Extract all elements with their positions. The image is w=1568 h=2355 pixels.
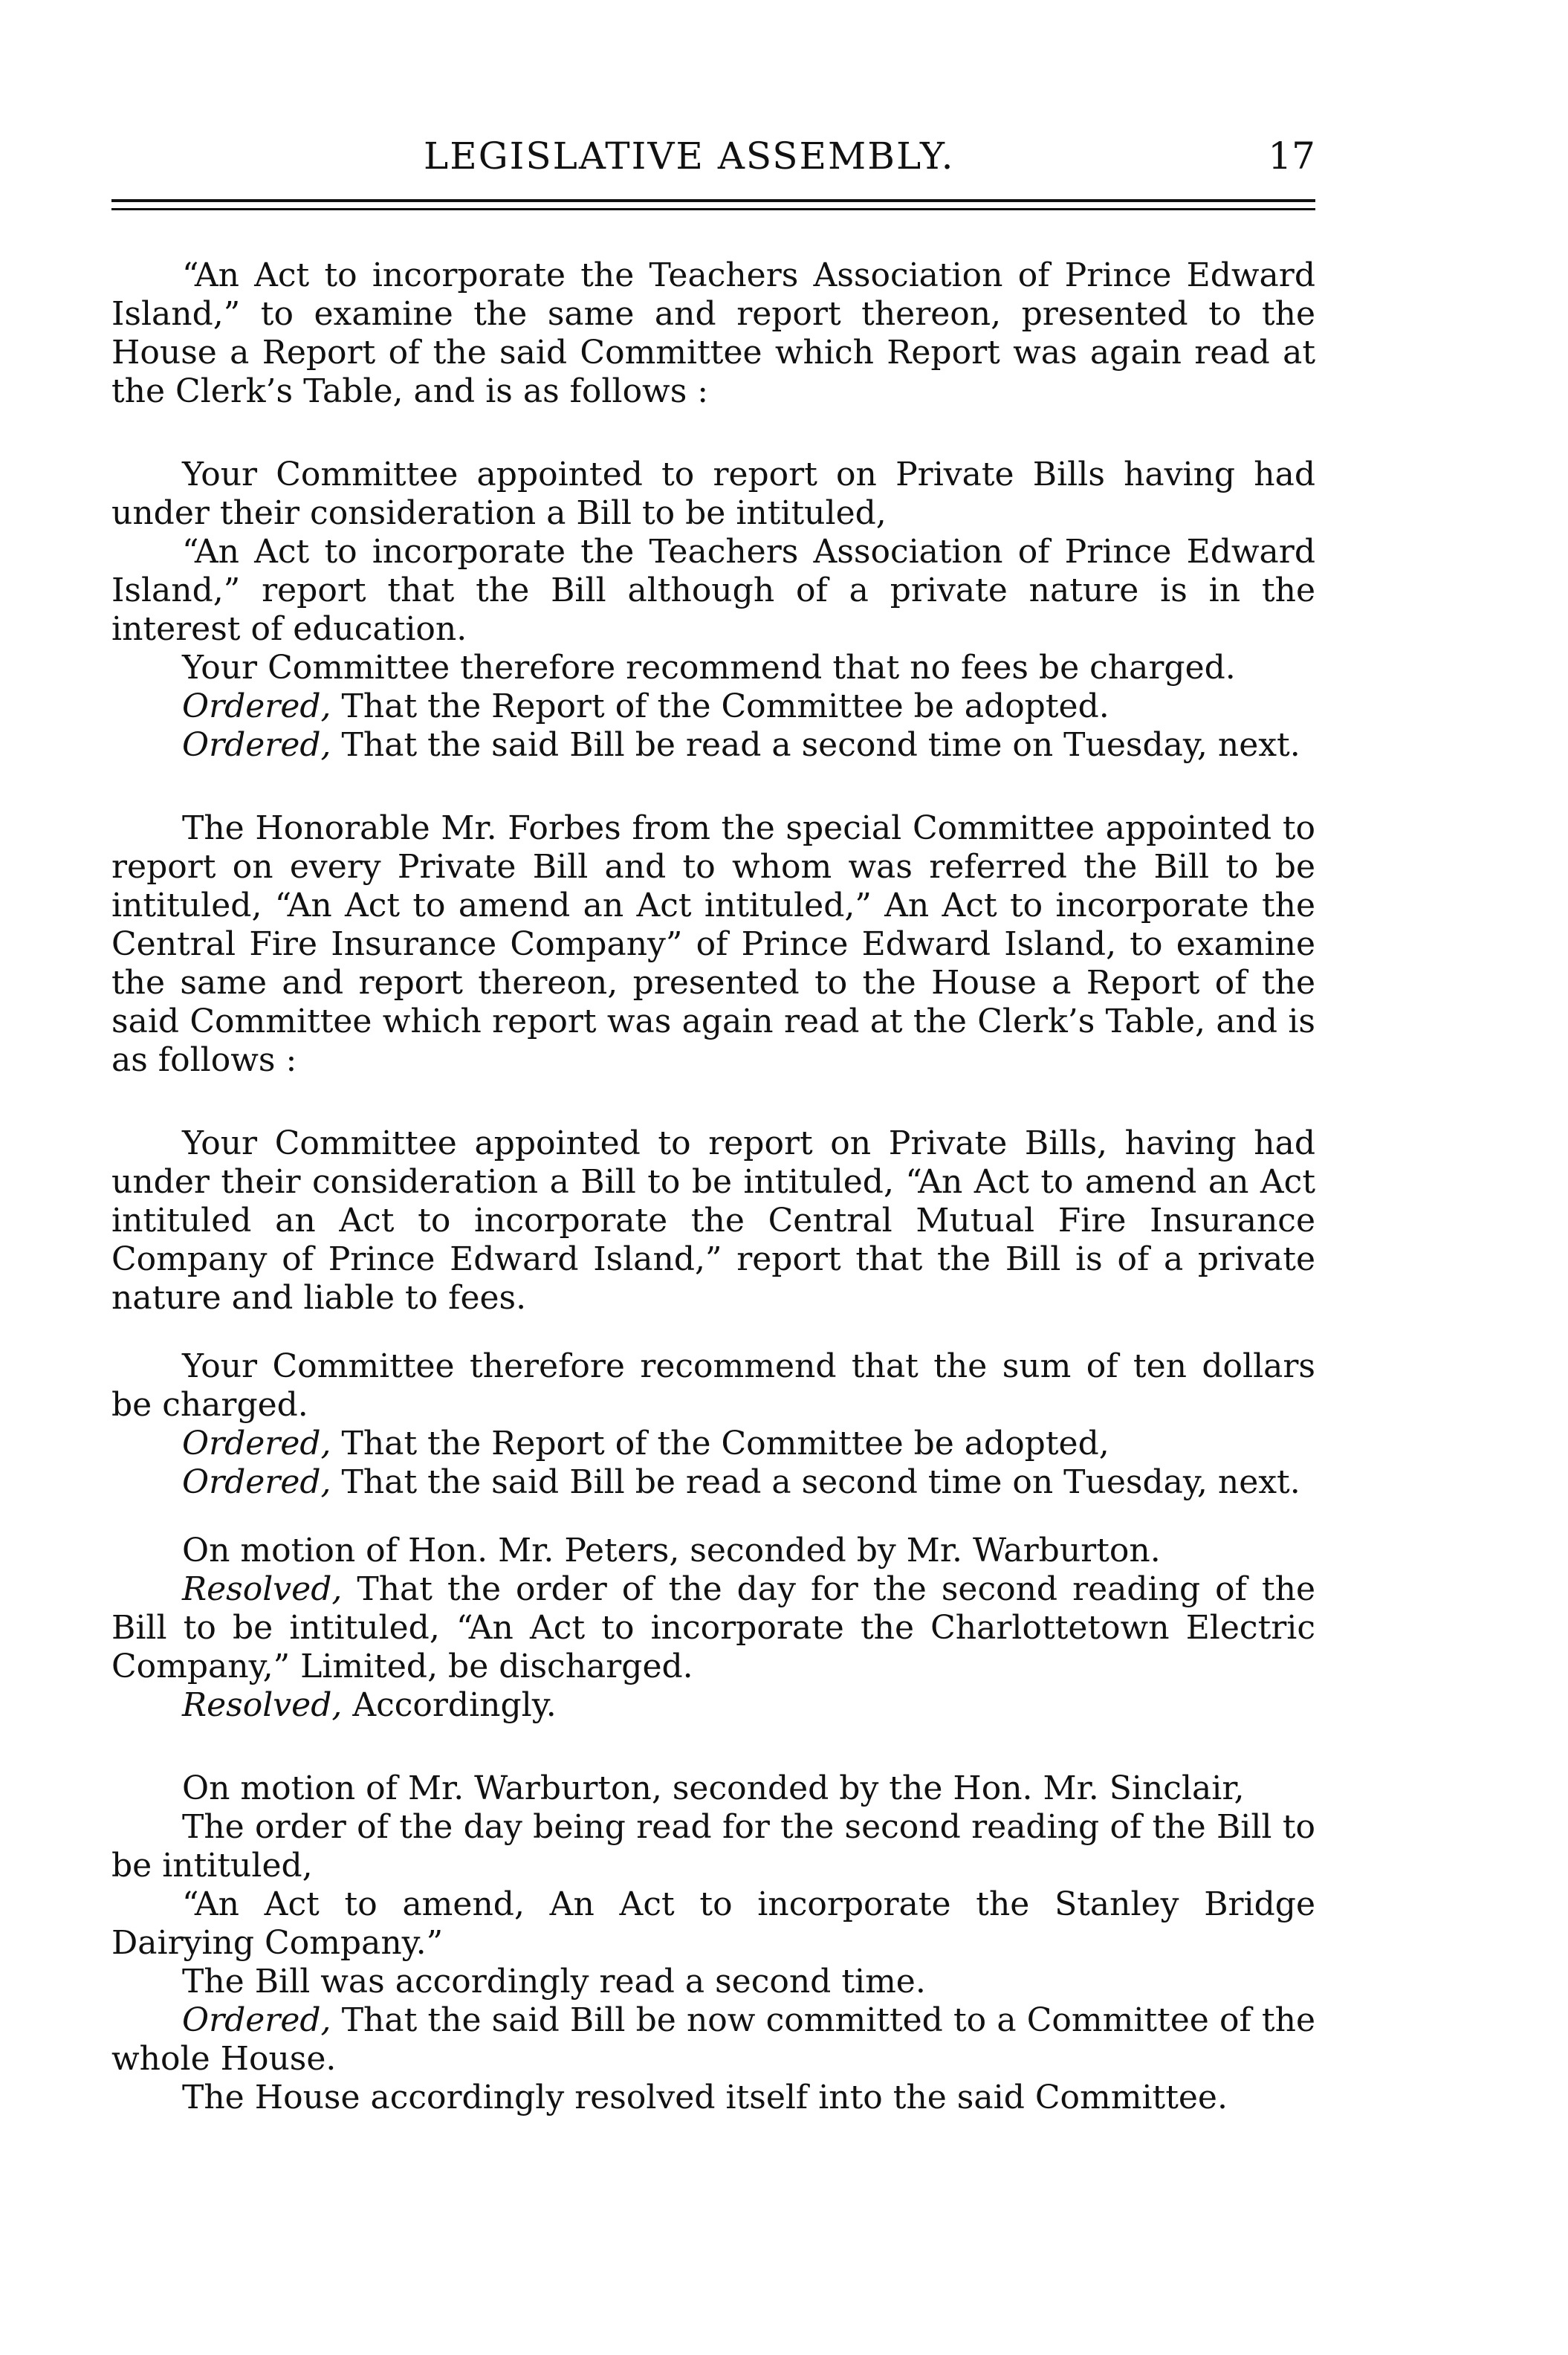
paragraph: Resolved, Accordingly. bbox=[182, 1686, 557, 1724]
paragraph: Ordered, That the said Bill be read a second time on Tuesday, next. bbox=[182, 1463, 1300, 1501]
header-rule-top bbox=[111, 199, 1315, 202]
paragraph: Ordered, That the Report of the Committee be adopted, bbox=[182, 1425, 1109, 1462]
paragraph: The Honorable Mr. Forbes from the special Committee appointed to report on every Private Bill and to whom was referred the Bill to be intituled, “An Act to amend an Act intituled,” An Act to incorporate the Central Fire Insurance Company” of Prince Edward Island, to examine the same and report thereon, presented to the House a Report of the said Committee which report was again read at the Clerk’s Table, and is as follows : bbox=[111, 809, 1315, 1079]
page-number: 17 bbox=[1268, 135, 1315, 178]
paragraph: The Bill was accordingly read a second time. bbox=[182, 1963, 926, 2001]
paragraph: On motion of Mr. Warburton, seconded by the Hon. Mr. Sinclair, bbox=[182, 1769, 1245, 1807]
paragraph: On motion of Hon. Mr. Peters, seconded by Mr. Warburton. bbox=[182, 1532, 1161, 1570]
paragraph: Your Committee appointed to report on Private Bills, having had under their consideration a Bill to be intituled, “An Act to amend an Act intituled an Act to incorporate the Central Mutual Fire Insurance Company of Prince Edward Island,” report that the Bill is of a private nature and liable to fees. bbox=[111, 1124, 1315, 1317]
paragraph: Your Committee therefore recommend that the sum of ten dollars be charged. bbox=[111, 1347, 1315, 1424]
page-body bbox=[111, 256, 1315, 2117]
header-rule-bottom bbox=[111, 208, 1315, 210]
paragraph: “An Act to incorporate the Teachers Association of Prince Edward Island,” to examine the same and report thereon, presented to the House a Report of the said Committee which Report was again read at the Clerk’s Table, and is as follows : bbox=[111, 256, 1315, 410]
paragraph: Ordered, That the said Bill be read a second time on Tuesday, next. bbox=[182, 726, 1300, 764]
paragraph: “An Act to incorporate the Teachers Association of Prince Edward Island,” report that the Bill although of a private nature is in the interest of education. bbox=[111, 533, 1315, 648]
paragraph: Your Committee appointed to report on Private Bills having had under their consideration a Bill to be intituled, bbox=[111, 456, 1315, 532]
paragraph: Ordered, That the said Bill be now committed to a Committee of the whole House. bbox=[111, 2001, 1315, 2078]
page-header bbox=[111, 134, 1315, 186]
paragraph: Your Committee therefore recommend that no fees be charged. bbox=[182, 649, 1236, 687]
running-title: LEGISLATIVE ASSEMBLY. bbox=[424, 135, 955, 178]
paragraph: “An Act to amend, An Act to incorporate the Stanley Bridge Dairying Company.” bbox=[111, 1885, 1315, 1962]
paragraph: Ordered, That the Report of the Committee be adopted. bbox=[182, 687, 1109, 725]
paragraph: Resolved, That the order of the day for the second reading of the Bill to be intituled, “An Act to incorporate the Charlottetown Electric Company,” Limited, be discharged. bbox=[111, 1570, 1315, 1685]
paragraph: The order of the day being read for the second reading of the Bill to be intituled, bbox=[111, 1808, 1315, 1885]
paragraph: The House accordingly resolved itself into the said Committee. bbox=[182, 2079, 1228, 2116]
